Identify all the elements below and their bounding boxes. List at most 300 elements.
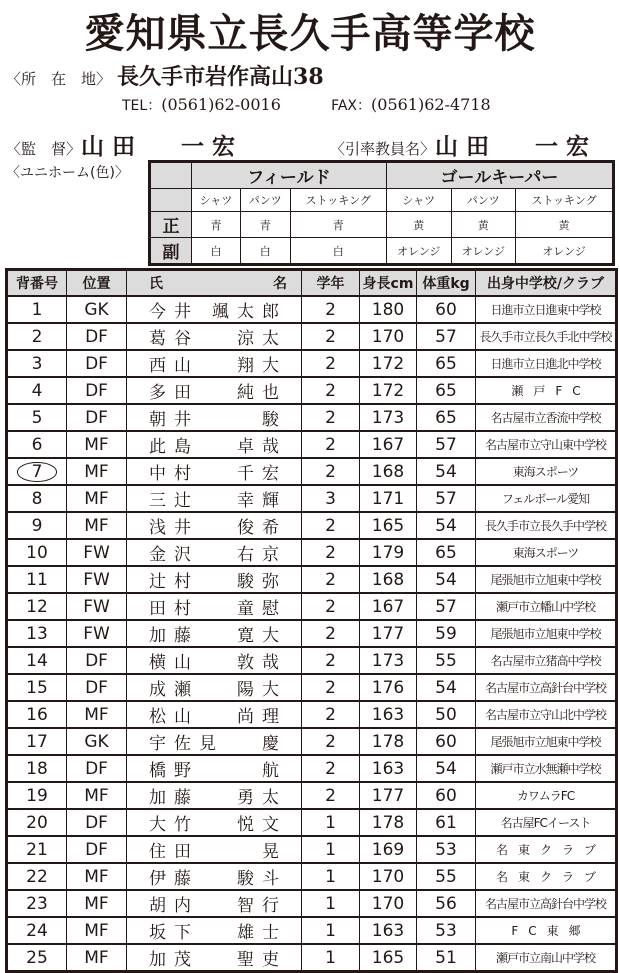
given-name: 智行	[237, 896, 287, 916]
player-height: 177	[360, 782, 417, 809]
table-row	[7, 593, 617, 620]
family-name: 坂下	[149, 923, 199, 943]
player-grade: 2	[302, 296, 360, 323]
family-name: 橋野	[149, 761, 199, 781]
player-name	[127, 701, 302, 728]
player-position: MF	[67, 863, 127, 890]
player-height: 180	[360, 296, 417, 323]
header-name	[127, 270, 302, 297]
player-name	[127, 296, 302, 323]
table-row	[7, 296, 617, 323]
contact-line	[122, 95, 491, 115]
player-weight: 55	[417, 647, 476, 674]
player-height: 179	[360, 539, 417, 566]
player-school: 名古屋市立高針台中学校	[476, 674, 617, 701]
player-name	[127, 593, 302, 620]
player-school: 尾張旭市立旭東中学校	[476, 728, 617, 755]
player-height: 170	[360, 323, 417, 350]
number-text: 6	[31, 434, 43, 455]
player-position: MF	[67, 701, 127, 728]
player-number	[7, 566, 67, 593]
table-row	[7, 782, 617, 809]
uniform-group-goalkeeper: ゴールキーパー	[386, 162, 613, 189]
captain-mark: 7	[17, 462, 58, 482]
number-text: 3	[31, 353, 43, 374]
player-height: 168	[360, 566, 417, 593]
player-name	[127, 809, 302, 836]
player-weight: 65	[417, 539, 476, 566]
number-text: 4	[31, 380, 43, 401]
family-name: 伊藤	[149, 869, 199, 889]
family-name: 葛谷	[149, 329, 199, 349]
player-weight: 60	[417, 728, 476, 755]
header-position: 位置	[67, 270, 127, 297]
player-weight: 53	[417, 836, 476, 863]
player-school: 日進市立日進東中学校	[476, 296, 617, 323]
player-position: GK	[67, 728, 127, 755]
player-height: 167	[360, 593, 417, 620]
player-position: DF	[67, 836, 127, 863]
family-name: 西山	[149, 356, 199, 376]
player-weight: 65	[417, 377, 476, 404]
number-text: 5	[31, 407, 43, 428]
leader-label: 〈引率教員名〉	[330, 140, 436, 158]
table-row	[7, 944, 617, 972]
player-height: 168	[360, 458, 417, 485]
roster-body	[7, 296, 617, 972]
player-name	[127, 323, 302, 350]
player-name	[127, 674, 302, 701]
family-name: 大竹	[149, 815, 199, 835]
player-position: MF	[67, 782, 127, 809]
table-row	[7, 809, 617, 836]
uniform-item: ストッキング	[290, 189, 386, 212]
address-label: 〈所 在 地〉	[6, 70, 112, 88]
player-name	[127, 620, 302, 647]
player-school: フェルボール愛知	[476, 485, 617, 512]
given-name: 右京	[237, 545, 287, 565]
player-grade: 2	[302, 323, 360, 350]
player-grade: 2	[302, 728, 360, 755]
player-number	[7, 593, 67, 620]
player-school: 長久手市立長久手北中学校	[476, 323, 617, 350]
player-position: DF	[67, 404, 127, 431]
number-text: 22	[26, 866, 48, 887]
family-name: 松山	[149, 707, 199, 727]
player-grade: 2	[302, 620, 360, 647]
table-row	[7, 836, 617, 863]
player-number	[7, 458, 67, 485]
given-name: 聖吏	[237, 950, 287, 970]
table-row	[7, 863, 617, 890]
leader-line	[330, 128, 589, 161]
number-text: 10	[26, 542, 48, 563]
header-height: 身長cm	[360, 270, 417, 297]
player-grade: 2	[302, 539, 360, 566]
player-number	[7, 809, 67, 836]
player-number	[7, 377, 67, 404]
table-row	[7, 728, 617, 755]
player-number	[7, 485, 67, 512]
player-school: 名 東 ク ラ ブ	[476, 863, 617, 890]
number-text: 13	[26, 623, 48, 644]
player-school: 尾張旭市立旭東中学校	[476, 566, 617, 593]
roster-table	[5, 268, 618, 973]
uniform-color: オレンジ	[386, 238, 451, 265]
uniform-row-label: 正	[150, 212, 192, 238]
table-row	[7, 458, 617, 485]
player-name	[127, 458, 302, 485]
uniform-table	[148, 160, 615, 266]
player-position: MF	[67, 431, 127, 458]
family-name: 加藤	[149, 788, 199, 808]
player-name	[127, 728, 302, 755]
player-name	[127, 404, 302, 431]
player-number	[7, 647, 67, 674]
header-school: 出身中学校/クラブ	[476, 270, 617, 297]
player-position: DF	[67, 350, 127, 377]
player-position: DF	[67, 674, 127, 701]
player-number	[7, 323, 67, 350]
player-weight: 57	[417, 485, 476, 512]
table-row	[7, 917, 617, 944]
player-grade: 2	[302, 350, 360, 377]
given-name: 颯太郎	[212, 302, 287, 322]
number-text: 23	[26, 893, 48, 914]
player-height: 172	[360, 350, 417, 377]
uniform-item: シャツ	[386, 189, 451, 212]
number-text: 19	[26, 785, 48, 806]
player-height: 178	[360, 728, 417, 755]
uniform-color: 青	[290, 212, 386, 238]
family-name: 宇佐見	[149, 734, 224, 754]
header-number: 背番号	[7, 270, 67, 297]
player-school: 名古屋市立香流中学校	[476, 404, 617, 431]
number-text: 21	[26, 839, 48, 860]
player-school: 東海スポーツ	[476, 458, 617, 485]
player-school: 東海スポーツ	[476, 539, 617, 566]
number-text: 25	[26, 947, 48, 968]
table-row	[7, 566, 617, 593]
table-row	[7, 890, 617, 917]
player-grade: 2	[302, 512, 360, 539]
player-number	[7, 782, 67, 809]
number-text: 14	[26, 650, 48, 671]
table-row	[7, 647, 617, 674]
given-name: 童慰	[237, 599, 287, 619]
school-title: 愛知県立長久手高等学校	[84, 11, 536, 57]
player-grade: 2	[302, 431, 360, 458]
player-school: 瀬戸市立南山中学校	[476, 944, 617, 972]
player-weight: 54	[417, 755, 476, 782]
table-row	[7, 485, 617, 512]
uniform-color: 青	[192, 212, 241, 238]
uniform-color: 白	[241, 238, 290, 265]
player-number	[7, 917, 67, 944]
given-name: 雄士	[237, 923, 287, 943]
player-name	[127, 647, 302, 674]
player-height: 163	[360, 917, 417, 944]
header-given: 名	[273, 276, 287, 292]
roster-header-row	[7, 270, 617, 297]
player-grade: 2	[302, 404, 360, 431]
player-name	[127, 836, 302, 863]
family-name: 金沢	[149, 545, 199, 565]
family-name: 加茂	[149, 950, 199, 970]
table-row	[7, 755, 617, 782]
player-number	[7, 539, 67, 566]
player-height: 167	[360, 431, 417, 458]
player-name	[127, 755, 302, 782]
player-number	[7, 512, 67, 539]
tel-label: TEL：	[122, 98, 162, 114]
player-grade: 2	[302, 674, 360, 701]
player-weight: 57	[417, 593, 476, 620]
number-text: 12	[26, 596, 48, 617]
player-number	[7, 350, 67, 377]
player-name	[127, 890, 302, 917]
header-family: 氏	[149, 276, 163, 292]
player-weight: 50	[417, 701, 476, 728]
player-number	[7, 296, 67, 323]
uniform-item: パンツ	[241, 189, 290, 212]
player-name	[127, 431, 302, 458]
player-weight: 53	[417, 917, 476, 944]
player-position: FW	[67, 566, 127, 593]
given-name: 幸輝	[237, 491, 287, 511]
table-row	[7, 323, 617, 350]
number-text: 20	[26, 812, 48, 833]
player-position: MF	[67, 458, 127, 485]
player-name	[127, 944, 302, 972]
player-school: 日進市立日進北中学校	[476, 350, 617, 377]
tel-value: (0561)62-0016	[161, 95, 281, 114]
number-text: 11	[26, 569, 48, 590]
player-grade: 2	[302, 593, 360, 620]
player-number	[7, 620, 67, 647]
given-name: 勇太	[237, 788, 287, 808]
player-weight: 65	[417, 404, 476, 431]
player-weight: 57	[417, 431, 476, 458]
number-text: 2	[31, 326, 43, 347]
given-name: 敦哉	[237, 653, 287, 673]
given-name: 陽大	[237, 680, 287, 700]
player-weight: 56	[417, 890, 476, 917]
given-name: 俊希	[237, 518, 287, 538]
player-school: 名古屋市立守山北中学校	[476, 701, 617, 728]
uniform-color: オレンジ	[451, 238, 516, 265]
table-row	[7, 431, 617, 458]
player-school: 瀬戸市立幡山中学校	[476, 593, 617, 620]
player-height: 163	[360, 755, 417, 782]
player-number	[7, 431, 67, 458]
number-text: 1	[31, 299, 43, 320]
family-name: 胡内	[149, 896, 199, 916]
table-row	[7, 350, 617, 377]
player-grade: 1	[302, 917, 360, 944]
fax-value: (0561)62-4718	[371, 95, 491, 114]
player-grade: 2	[302, 701, 360, 728]
given-name: 卓哉	[237, 437, 287, 457]
player-school: 瀬 戸 F C	[476, 377, 617, 404]
player-name	[127, 782, 302, 809]
player-name	[127, 917, 302, 944]
table-row	[7, 701, 617, 728]
player-position: DF	[67, 323, 127, 350]
player-weight: 54	[417, 566, 476, 593]
uniform-color: 黄	[516, 212, 614, 238]
player-number	[7, 404, 67, 431]
table-row	[7, 377, 617, 404]
player-weight: 60	[417, 782, 476, 809]
player-number	[7, 701, 67, 728]
family-name: 朝井	[149, 410, 199, 430]
player-school: 名古屋市立高針台中学校	[476, 890, 617, 917]
player-school: 長久手市立長久手中学校	[476, 512, 617, 539]
coach-name: 山 田 一 宏	[81, 133, 236, 160]
player-weight: 65	[417, 350, 476, 377]
player-height: 170	[360, 863, 417, 890]
player-school: 名古屋FCイースト	[476, 809, 617, 836]
given-name: 悦文	[237, 815, 287, 835]
uniform-color: 黄	[386, 212, 451, 238]
uniform-group-field: フィールド	[192, 162, 387, 189]
family-name: 辻村	[149, 572, 199, 592]
family-name: 住田	[149, 842, 199, 862]
number-text: 17	[26, 731, 48, 752]
given-name: 航	[262, 761, 287, 781]
player-height: 177	[360, 620, 417, 647]
player-number	[7, 944, 67, 972]
player-height: 165	[360, 944, 417, 972]
player-grade: 1	[302, 944, 360, 972]
player-grade: 2	[302, 755, 360, 782]
uniform-color: 白	[192, 238, 241, 265]
player-number	[7, 674, 67, 701]
player-height: 169	[360, 836, 417, 863]
family-name: 三辻	[149, 491, 199, 511]
player-number	[7, 890, 67, 917]
uniform-color: オレンジ	[516, 238, 614, 265]
player-position: FW	[67, 539, 127, 566]
family-name: 成瀬	[149, 680, 199, 700]
player-position: MF	[67, 512, 127, 539]
player-weight: 60	[417, 296, 476, 323]
player-name	[127, 485, 302, 512]
player-name	[127, 539, 302, 566]
player-height: 173	[360, 647, 417, 674]
table-row	[7, 539, 617, 566]
header-grade: 学年	[302, 270, 360, 297]
player-position: DF	[67, 809, 127, 836]
player-weight: 54	[417, 458, 476, 485]
player-name	[127, 377, 302, 404]
number-text: 15	[26, 677, 48, 698]
uniform-item: シャツ	[192, 189, 241, 212]
player-position: MF	[67, 890, 127, 917]
header-weight: 体重kg	[417, 270, 476, 297]
number-text: 9	[31, 515, 43, 536]
player-position: DF	[67, 377, 127, 404]
uniform-item: ストッキング	[516, 189, 614, 212]
uniform-item: パンツ	[451, 189, 516, 212]
player-height: 165	[360, 512, 417, 539]
table-row	[7, 404, 617, 431]
family-name: 浅井	[149, 518, 199, 538]
player-position: GK	[67, 296, 127, 323]
given-name: 涼太	[237, 329, 287, 349]
leader-name: 山 田 一 宏	[435, 133, 590, 160]
player-weight: 59	[417, 620, 476, 647]
player-name	[127, 350, 302, 377]
player-position: FW	[67, 593, 127, 620]
family-name: 今井	[149, 302, 199, 322]
family-name: 加藤	[149, 626, 199, 646]
given-name: 純也	[237, 383, 287, 403]
player-position: MF	[67, 944, 127, 972]
table-row	[7, 674, 617, 701]
number-text: 24	[26, 920, 48, 941]
player-grade: 3	[302, 485, 360, 512]
player-grade: 1	[302, 863, 360, 890]
family-name: 中村	[149, 464, 199, 484]
uniform-corner	[150, 189, 192, 212]
player-school: カワムラFC	[476, 782, 617, 809]
player-number	[7, 863, 67, 890]
player-grade: 2	[302, 458, 360, 485]
given-name: 尚理	[237, 707, 287, 727]
table-row	[7, 620, 617, 647]
given-name: 駿斗	[237, 869, 287, 889]
fax-label: FAX：	[331, 98, 372, 114]
player-school: F C 東 郷	[476, 917, 617, 944]
given-name: 慶	[262, 734, 287, 754]
coach-line	[6, 128, 235, 161]
player-height: 176	[360, 674, 417, 701]
player-grade: 2	[302, 782, 360, 809]
uniform-color: 白	[290, 238, 386, 265]
coach-label: 〈監 督〉	[6, 140, 82, 158]
player-school: 名古屋市立猪高中学校	[476, 647, 617, 674]
player-number	[7, 755, 67, 782]
player-grade: 1	[302, 890, 360, 917]
player-school: 名 東 ク ラ ブ	[476, 836, 617, 863]
given-name: 晃	[262, 842, 287, 862]
player-grade: 1	[302, 836, 360, 863]
player-name	[127, 512, 302, 539]
player-name	[127, 566, 302, 593]
player-position: MF	[67, 917, 127, 944]
uniform-label: 〈ユニホーム(色)〉	[6, 165, 129, 181]
player-weight: 57	[417, 323, 476, 350]
player-weight: 54	[417, 512, 476, 539]
uniform-color: 青	[241, 212, 290, 238]
family-name: 田村	[149, 599, 199, 619]
given-name: 寛大	[237, 626, 287, 646]
player-grade: 2	[302, 377, 360, 404]
given-name: 千宏	[237, 464, 287, 484]
player-height: 170	[360, 890, 417, 917]
table-row	[7, 512, 617, 539]
family-name: 多田	[149, 383, 199, 403]
uniform-row-label: 副	[150, 238, 192, 265]
given-name: 翔大	[237, 356, 287, 376]
player-height: 163	[360, 701, 417, 728]
player-height: 173	[360, 404, 417, 431]
player-weight: 54	[417, 674, 476, 701]
number-text: 18	[26, 758, 48, 779]
uniform-corner	[150, 162, 192, 189]
